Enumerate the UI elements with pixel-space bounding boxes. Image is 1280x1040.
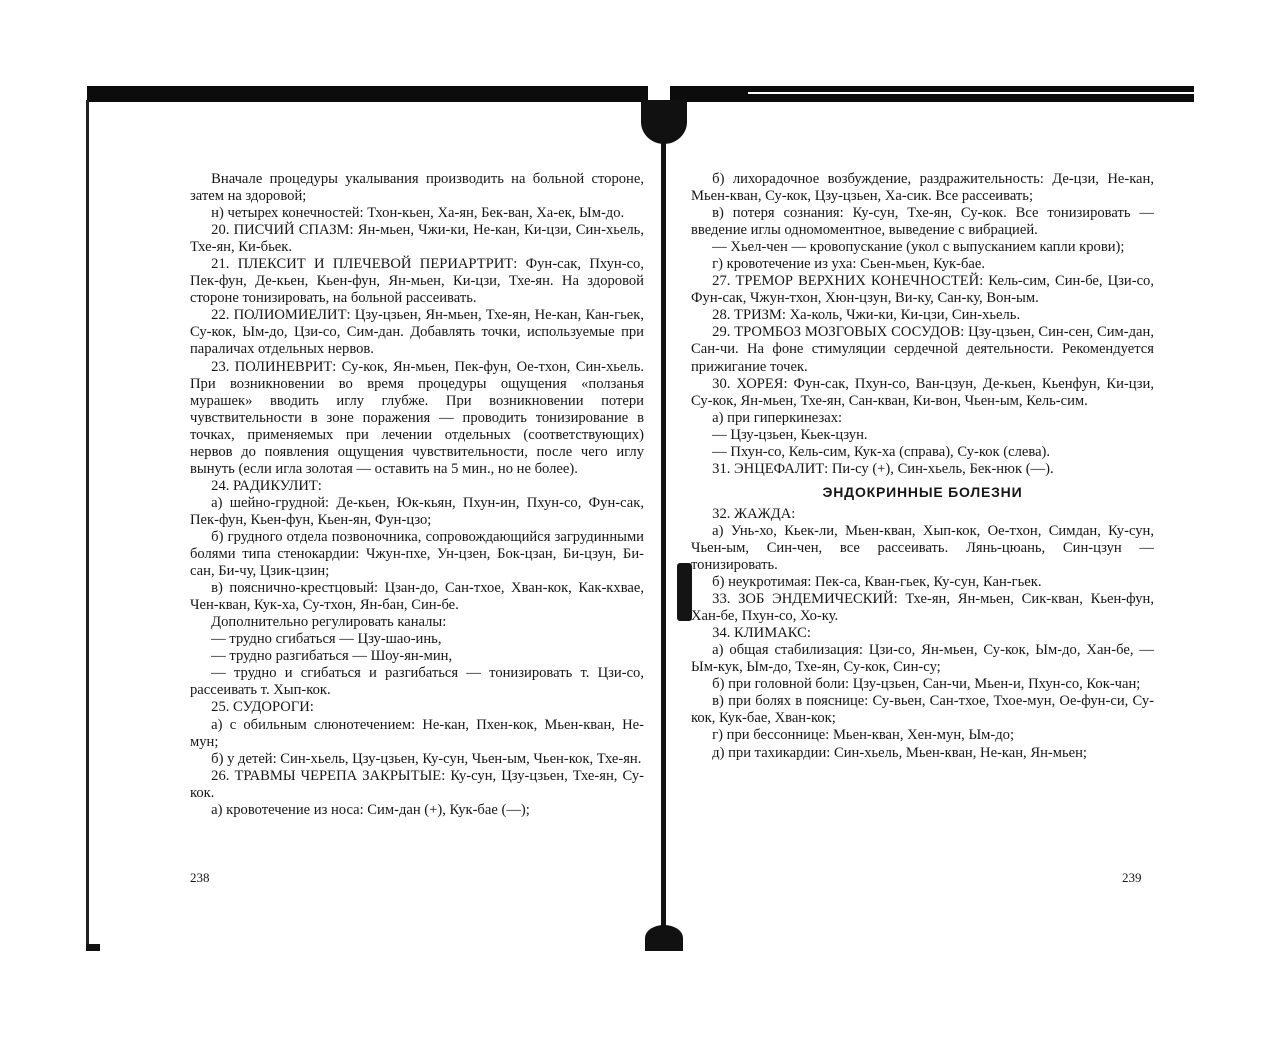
paragraph: в) при болях в пояснице: Су-вьен, Сан-тхое, Тхое-мун, Ое-фун-си, Су-кок, Кук-бае, Хван-кок; xyxy=(691,693,1154,727)
right-page-text-after xyxy=(691,506,1154,762)
paragraph: Дополнительно регулировать каналы: xyxy=(211,614,447,631)
paragraph: — Цзу-цзьен, Кьек-цзун. xyxy=(712,426,868,443)
scan-left-foot xyxy=(86,944,100,951)
paragraph: а) общая стабилизация: Цзи-со, Ян-мьен, Су-кок, Ым-до, Хан-бе, — Ым-кук, Ым-до, Тхе-ян, Су-кок, Син-су; xyxy=(691,642,1154,676)
paragraph: б) у детей: Син-хьель, Цзу-цзьен, Ку-сун, Чьен-ым, Чьен-кок, Тхе-ян. xyxy=(211,750,642,767)
paragraph: 24. РАДИКУЛИТ: xyxy=(211,477,322,494)
paragraph: б) неукротимая: Пек-са, Кван-гьек, Ку-сун, Кан-гьек. xyxy=(712,574,1042,591)
paragraph: 29. ТРОМБОЗ МОЗГОВЫХ СОСУДОВ: Цзу-цзьен, Син-сен, Сим-дан, Сан-чи. На фоне стимуляции сердечной деятельности. Рекомендуется прижигание точек. xyxy=(691,324,1154,375)
paragraph: в) пояснично-крестцовый: Цзан-до, Сан-тхое, Хван-кок, Как-кхвае, Чен-кван, Кук-ха, Су-тхон, Ян-бан, Син-бе. xyxy=(190,580,644,614)
paragraph: 30. ХОРЕЯ: Фун-сак, Пхун-со, Ван-цзун, Де-кьен, Кьенфун, Ки-цзи, Су-кок, Ян-мьен, Тхе-ян, Сан-кван, Ки-вон, Чьен-ым, Кель-сим. xyxy=(691,375,1154,409)
paragraph: г) кровотечение из уха: Сьен-мьен, Кук-бае. xyxy=(712,256,986,273)
paragraph: д) при тахикардии: Син-хьель, Мьен-кван, Не-кан, Ян-мьен; xyxy=(712,744,1087,761)
paragraph: — Хьел-чен — кровопускание (укол с выпусканием капли крови); xyxy=(712,239,1125,256)
paragraph: б) при головной боли: Цзу-цзьен, Сан-чи, Мьен-и, Пхун-со, Кок-чан; xyxy=(712,676,1141,693)
paragraph: а) с обильным слюнотечением: Не-кан, Пхен-кок, Мьен-кван, Не-мун; xyxy=(190,716,644,750)
paragraph: а) кровотечение из носа: Сим-дан (+), Кук-бае (—); xyxy=(211,801,530,818)
right-page-text-before xyxy=(691,171,1154,478)
paragraph: Вначале процедуры укалывания производить на больной стороне, затем на здоровой; xyxy=(190,171,644,205)
paragraph: 27. ТРЕМОР ВЕРХНИХ КОНЕЧНОСТЕЙ: Кель-сим, Син-бе, Цзи-со, Фун-сак, Чжун-тхон, Хюн-цзун, Ви-ку, Сан-ку, Вон-ым. xyxy=(691,273,1154,307)
paragraph: 33. ЗОБ ЭНДЕМИЧЕСКИЙ: Тхе-ян, Ян-мьен, Сик-кван, Кьен-фун, Хан-бе, Пхун-со, Хо-ку. xyxy=(691,591,1154,625)
paragraph: — трудно и сгибаться и разгибаться — тонизировать т. Цзи-со, рассеивать т. Хып-кок. xyxy=(190,665,644,699)
scan-top-rule xyxy=(748,92,1194,94)
paragraph: 20. ПИСЧИЙ СПАЗМ: Ян-мьен, Чжи-ки, Не-кан, Ки-цзи, Син-хьель, Тхе-ян, Ки-бьек. xyxy=(190,222,644,256)
paragraph: а) шейно-грудной: Де-кьен, Юк-кьян, Пхун-ин, Пхун-со, Фун-сак, Пек-фун, Кьен-фун, Кьен-ян, Фун-цзо; xyxy=(190,494,644,528)
paragraph: 26. ТРАВМЫ ЧЕРЕПА ЗАКРЫТЫЕ: Ку-сун, Цзу-цзьен, Тхе-ян, Су-кок. xyxy=(190,767,644,801)
paragraph: 32. ЖАЖДА: xyxy=(712,505,796,522)
paragraph: б) грудного отдела позвоночника, сопровождающийся загрудинными болями типа стенокардии: Чжун-пхе, Ун-цзен, Бок-цзан, Би-цзун, Би-сан, Би-чу, Цзик-цзин; xyxy=(190,528,644,580)
paragraph: а) при гиперкинезах: xyxy=(712,409,843,426)
paragraph: 22. ПОЛИОМИЕЛИТ: Цзу-цзьен, Ян-мьен, Тхе-ян, Не-кан, Кан-гьек, Су-кок, Ым-до, Цзи-со, Сим-дан. Добавлять точки, используемые при параличах отдельных нервов. xyxy=(190,307,644,358)
paragraph: — Пхун-со, Кель-сим, Кук-ха (справа), Су-кок (слева). xyxy=(712,443,1051,460)
right-page-number: 239 xyxy=(1122,870,1142,885)
paragraph: 25. СУДОРОГИ: xyxy=(211,699,314,716)
left-page-number: 238 xyxy=(190,870,210,885)
left-page-body xyxy=(190,171,644,819)
paragraph: 28. ТРИЗМ: Ха-коль, Чжи-ки, Ки-цзи, Син-хьель. xyxy=(712,307,1021,324)
paragraph: 23. ПОЛИНЕВРИТ: Су-кок, Ян-мьен, Пек-фун, Ое-тхон, Син-хьель. При возникновении во время процедуры ощущения «ползанья мурашек» вводить иглу глубже. При возникновении потери чувствительности в зоне поражения — проводить тонизирование в точках, применяемых при лечении отдельных (соответствующих) нервов до появления ощущения чувствительности, после чего иглу вынуть (если игла золотая — оставить на 5 мин., но не более). xyxy=(190,358,644,477)
paragraph: 21. ПЛЕКСИТ И ПЛЕЧЕВОЙ ПЕРИАРТРИТ: Фун-сак, Пхун-со, Пек-фун, Де-кьен, Кьен-фун, Ян-мьен, Ки-цзи, Тхе-ян. На здоровой стороне тонизировать, на больной рассеивать. xyxy=(190,256,644,307)
book-gutter xyxy=(661,100,666,950)
scan-left-edge xyxy=(86,100,89,950)
paragraph: г) при бессоннице: Мьен-кван, Хен-мун, Ым-до; xyxy=(712,727,1015,744)
paragraph: н) четырех конечностей: Тхон-кьен, Ха-ян, Бек-ван, Ха-ек, Ым-до. xyxy=(211,205,625,222)
section-heading: ЭНДОКРИННЫЕ БОЛЕЗНИ xyxy=(822,483,1023,500)
paragraph: — трудно сгибаться — Цзу-шао-инь, xyxy=(211,631,442,648)
right-page-body xyxy=(691,171,1154,762)
paragraph: 34. КЛИМАКС: xyxy=(712,625,811,642)
paragraph: в) потеря сознания: Ку-сун, Тхе-ян, Су-кок. Все тонизировать — введение иглы одномоментное, выведение с вибрацией. xyxy=(691,205,1154,239)
paragraph: 31. ЭНЦЕФАЛИТ: Пи-су (+), Син-хьель, Бек-нюк (—). xyxy=(712,460,1054,477)
paragraph: — трудно разгибаться — Шоу-ян-мин, xyxy=(211,648,453,665)
page-edge-marker xyxy=(677,563,692,621)
paragraph: б) лихорадочное возбуждение, раздражительность: Де-цзи, Не-кан, Мьен-кван, Су-кок, Цзу-цзьен, Ха-сик. Все рассеивать; xyxy=(691,171,1154,205)
paragraph: а) Унь-хо, Кьек-ли, Мьен-кван, Хып-кок, Ое-тхон, Симдан, Ку-сун, Чьен-ым, Син-чен, все рассеивать. Лянь-цюань, Син-цзун — тонизировать. xyxy=(691,522,1154,573)
book-gutter-bottom xyxy=(645,925,683,951)
